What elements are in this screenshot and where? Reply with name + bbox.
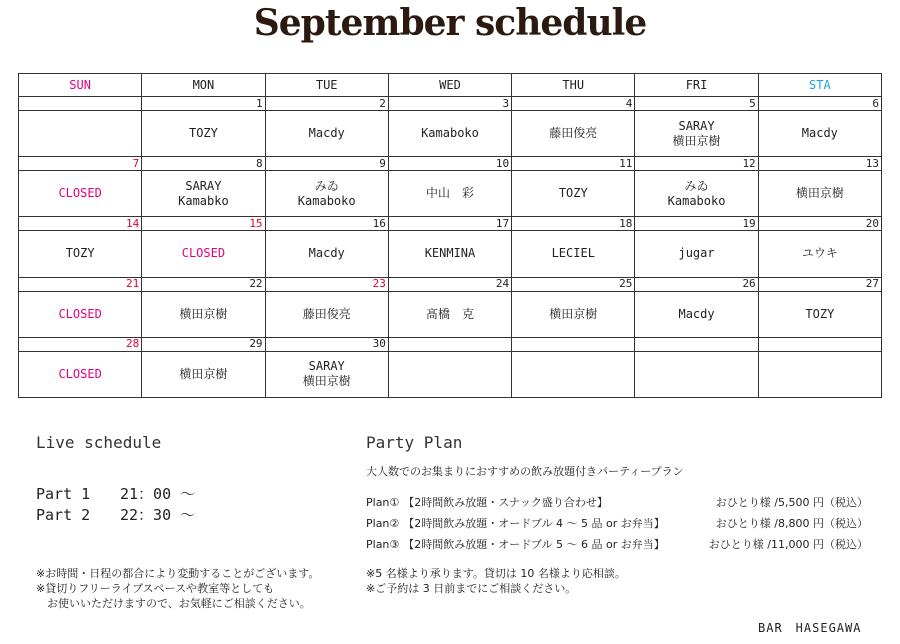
note-line: ※お時間・日程の都合により変動することがございます。 (36, 567, 320, 580)
performer-name: TOZY (188, 126, 218, 141)
performer-name: KENMINA (424, 246, 476, 261)
date-number: 1 (142, 97, 265, 111)
date-number: 15 (142, 217, 265, 231)
performer-cell (635, 111, 758, 157)
date-number: 7 (19, 157, 142, 171)
date-number: 9 (265, 157, 388, 171)
note-line: ※5 名様より承ります。貸切は 10 名様より応相談。 (366, 567, 626, 580)
page-title: September schedule (253, 2, 647, 44)
date-row (19, 97, 882, 111)
date-number: 22 (142, 277, 265, 291)
performer-row (19, 351, 882, 397)
performer-cell (142, 351, 265, 397)
performer-name: 横田京樹 (179, 366, 228, 381)
performer-cell (142, 111, 265, 157)
performer-cell (142, 171, 265, 217)
performer-cell (265, 111, 388, 157)
performer-cell (512, 171, 635, 217)
party-plan-title: Party Plan (366, 433, 463, 452)
date-number: 10 (388, 157, 511, 171)
date-row (19, 157, 882, 171)
live-schedule-title: Live schedule (36, 433, 162, 452)
performer-name: 藤田俊亮 (549, 126, 598, 141)
performer-name: 髙橋 克 (425, 306, 474, 321)
performer-name: Macdy (801, 126, 838, 141)
performer-name: Kamaboko (667, 193, 726, 208)
performer-cell (19, 291, 142, 337)
performer-cell (388, 351, 511, 397)
plan-name: Plan③ (366, 538, 400, 551)
performer-cell (265, 291, 388, 337)
date-number: 24 (388, 277, 511, 291)
date-number: 20 (758, 217, 881, 231)
performer-row (19, 291, 882, 337)
party-plan-subtitle: 大人数でのお集まりにおすすめの飲み放題付きパーティープラン (366, 465, 684, 478)
party-notes (366, 566, 626, 596)
closed-label: CLOSED (181, 246, 226, 261)
performer-cell (265, 231, 388, 277)
performer-cell (388, 291, 511, 337)
performer-name: Macdy (308, 246, 345, 261)
plan-price: おひとり様 /5,500 円（税込） (715, 496, 868, 509)
performer-name: みゐ (684, 178, 709, 193)
date-number: 19 (635, 217, 758, 231)
note-line: ※貸切りフリーライブスペースや教室等としても (36, 582, 275, 595)
date-number: 13 (758, 157, 881, 171)
performer-name: TOZY (558, 186, 588, 201)
performer-cell (19, 171, 142, 217)
weekday-fri: FRI (635, 74, 758, 97)
date-number: 30 (265, 337, 388, 351)
date-number: 26 (635, 277, 758, 291)
footer-bar-name: BAR HASEGAWA (758, 621, 862, 635)
date-row (19, 277, 882, 291)
performer-cell (635, 231, 758, 277)
performer-name: 横田京樹 (549, 306, 598, 321)
date-number: 11 (512, 157, 635, 171)
performer-name: SARAY (308, 359, 345, 374)
date-number: 3 (388, 97, 511, 111)
date-number (512, 337, 635, 351)
weekday-thu: THU (512, 74, 635, 97)
weekday-wed: WED (388, 74, 511, 97)
live-part-time: 22：30 ～ (120, 506, 196, 524)
weekday-sat: STA (758, 74, 881, 97)
weekday-tue: TUE (265, 74, 388, 97)
live-part-time: 21：00 ～ (120, 485, 196, 503)
performer-name: Kamabko (178, 193, 229, 208)
date-number: 6 (758, 97, 881, 111)
performer-cell (512, 351, 635, 397)
performer-name: jugar (678, 246, 715, 261)
plan-row-3 (366, 536, 868, 552)
performer-name: みゐ (314, 178, 339, 193)
date-number (758, 337, 881, 351)
plan-price: おひとり様 /8,800 円（税込） (715, 517, 868, 530)
performer-name: ユウキ (801, 246, 838, 261)
performer-name: Kamaboko (421, 126, 479, 141)
performer-cell (512, 231, 635, 277)
performer-name: LECIEL (551, 246, 595, 261)
performer-cell (758, 351, 881, 397)
performer-cell (758, 231, 881, 277)
note-line: ※ご予約は 3 日前までにご相談ください。 (366, 582, 577, 595)
plan-row-1 (366, 494, 868, 510)
date-number: 2 (265, 97, 388, 111)
performer-cell (19, 231, 142, 277)
date-number: 14 (19, 217, 142, 231)
performer-cell (19, 351, 142, 397)
date-number: 21 (19, 277, 142, 291)
date-row (19, 217, 882, 231)
date-number: 12 (635, 157, 758, 171)
plan-description: 【2時間飲み放題・スナック盛り合わせ】 (403, 496, 608, 509)
weekday-mon: MON (142, 74, 265, 97)
date-number: 29 (142, 337, 265, 351)
live-part-1 (36, 483, 195, 504)
date-number: 5 (635, 97, 758, 111)
performer-name: SARAY (678, 118, 715, 133)
performer-cell (758, 171, 881, 217)
date-number: 17 (388, 217, 511, 231)
live-part-label: Part 2 (36, 506, 91, 524)
performer-name: Macdy (678, 306, 715, 321)
date-row (19, 337, 882, 351)
performer-name: TOZY (65, 246, 95, 261)
calendar-table (18, 73, 882, 398)
date-number (388, 337, 511, 351)
date-number: 23 (265, 277, 388, 291)
date-number (635, 337, 758, 351)
performer-name: 中山 彩 (425, 186, 474, 201)
note-line: お使いいただけますので、お気軽にご相談ください。 (36, 597, 311, 610)
plan-name: Plan① (366, 496, 400, 509)
performer-row (19, 171, 882, 217)
date-number: 18 (512, 217, 635, 231)
performer-name: 横田京樹 (179, 306, 228, 321)
live-notes (36, 566, 319, 611)
performer-cell (635, 171, 758, 217)
plan-description: 【2時間飲み放題・オードブル 4 ～ 5 品 or お弁当】 (403, 517, 665, 530)
performer-cell (758, 291, 881, 337)
performer-name: 横田京樹 (672, 133, 721, 148)
performer-cell (265, 351, 388, 397)
plan-price: おひとり様 /11,000 円（税込） (708, 538, 868, 551)
live-part-label: Part 1 (36, 485, 91, 503)
plan-description: 【2時間飲み放題・オードブル 5 ～ 6 品 or お弁当】 (403, 538, 665, 551)
performer-cell (635, 291, 758, 337)
performer-row (19, 231, 882, 277)
performer-name: SARAY (185, 178, 222, 193)
performer-cell (512, 291, 635, 337)
performer-name: TOZY (805, 306, 835, 321)
date-number: 27 (758, 277, 881, 291)
performer-cell (635, 351, 758, 397)
performer-cell (512, 111, 635, 157)
performer-cell (388, 231, 511, 277)
performer-cell (388, 171, 511, 217)
performer-cell (758, 111, 881, 157)
date-number: 25 (512, 277, 635, 291)
closed-label: CLOSED (58, 366, 102, 381)
performer-cell (142, 291, 265, 337)
date-number (19, 97, 142, 111)
plan-name: Plan② (366, 517, 400, 530)
performer-cell (265, 171, 388, 217)
performer-cell (388, 111, 511, 157)
performer-name: 横田京樹 (302, 374, 351, 389)
performer-row (19, 111, 882, 157)
date-number: 28 (19, 337, 142, 351)
performer-name: 横田京樹 (795, 186, 844, 201)
performer-cell (19, 111, 142, 157)
performer-name: 藤田俊亮 (302, 306, 351, 321)
performer-name: Kamaboko (297, 193, 356, 208)
closed-label: CLOSED (58, 306, 102, 321)
weekday-header-row (19, 74, 882, 97)
date-number: 8 (142, 157, 265, 171)
performer-cell (142, 231, 265, 277)
date-number: 16 (265, 217, 388, 231)
live-part-2 (36, 504, 195, 525)
plan-row-2 (366, 515, 868, 531)
weekday-sun: SUN (19, 74, 142, 97)
date-number: 4 (512, 97, 635, 111)
closed-label: CLOSED (58, 186, 102, 201)
performer-name: Macdy (308, 126, 345, 141)
